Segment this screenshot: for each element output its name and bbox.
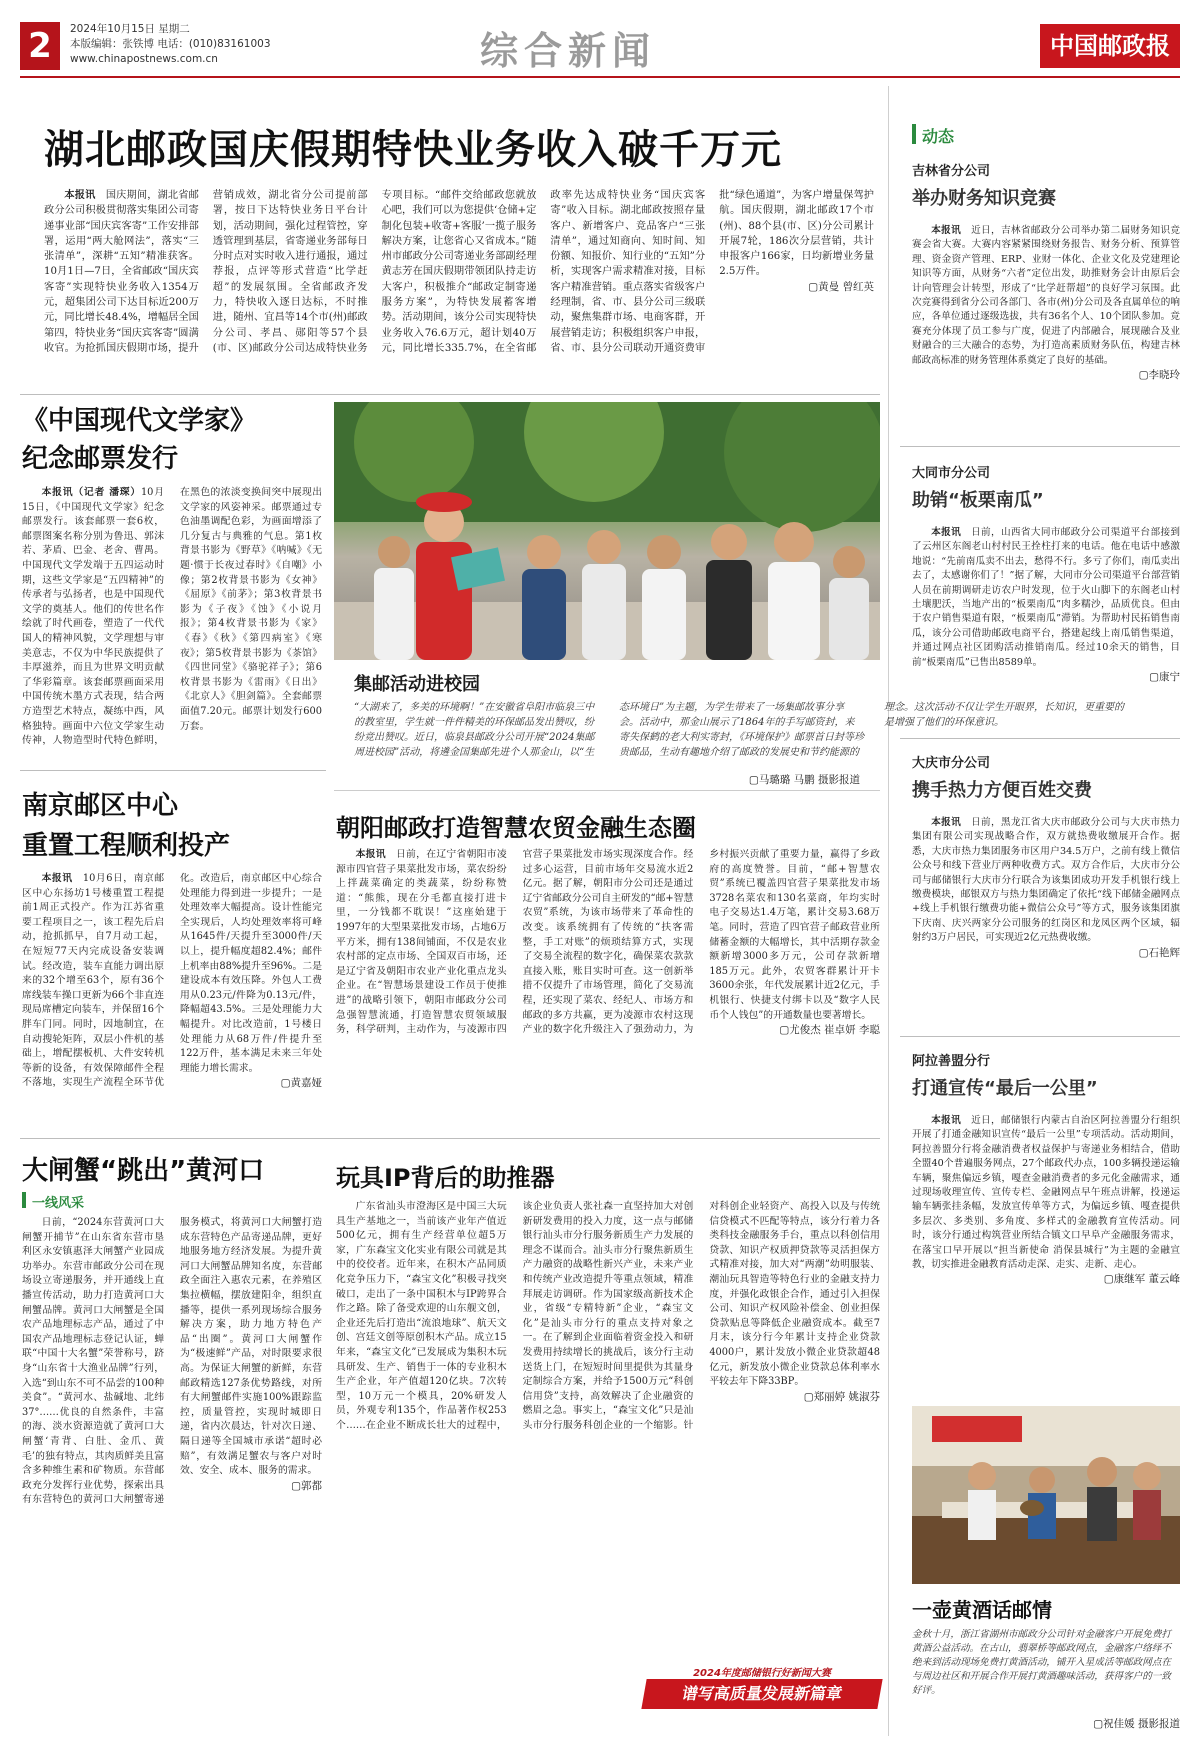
stamp-headline-line1: 《中国现代文学家》 <box>22 406 257 436</box>
photo-illustration <box>334 402 880 660</box>
chaoyang-article-text: 日前，在辽宁省朝阳市凌源市四官营子果菜批发市场，菜农纷纷上拌蔬菜确定的类蔬菜，纷纷称赞道：“熊熊，现在分毛都直接打进卡里，一分钱都不耽误！”这座始建于1997年的大型果菜批发市场，占地6万平方米，拥有138间铺面，不仅是农业农村部的定点市场、全国双百市场，还是辽宁省及朝阳市农业产业化重点龙头企业。在“智慧场景建设工作员于使推进”的战略引领下，朝阳市邮政分公司急强智慧流通，打造智慧农贸领域服务，科学研判，主动作为，与凌源市四官营子果菜批发市场实现深度合作。经过多心运营，目前市场年交易流水近2亿元。据了解，朝阳市分公司还是通过辽宁省邮政分公司自主研发的“邮+智慧农贸”系统，为该市场带来了革命性的改变。该系统拥有了传统的“扶客需整，手工对账”的烦琐结算方式，实现了交易全流程的数字化，确保菜农款款直接入账，账目实时可查。这一创新举措不仅提升了市场管理，简化了交易流程，还实现了菜农、经纪人、市场方和邮政的多方共赢，更为凌源市农村这现产业的数字化升级注入了强劲动力，为乡村振兴贡献了重要力量，赢得了乡政府的高度赞誉。目前，“邮+智慧农贸”系统已覆盖四官营子果菜批发市场3728名菜农和130名菜商，年均实时电子交易达1.4万笔，累计交易3.68万笔。同时，营造了四官营子邮政营业所储蓄金额的大幅增长，其中活期存款金额新增3000多万元，公司存款新增185万元。此外，农贸客群累计开卡3600余张，年代发展累计近2亿元，手机银行、快捷支付绑卡以及“数字人民币个人钱包”的开通数量也要著增长。 <box>336 849 880 1036</box>
sidebar-dateline: 本报讯 <box>931 817 962 828</box>
frontline-tag: 一线风采 <box>32 1196 85 1211</box>
nanjing-headline-line2: 重置工程顺利投产 <box>22 831 231 861</box>
rice-wine-photo <box>912 1406 1180 1584</box>
tag-marker <box>22 1192 26 1208</box>
rice-wine-headline: 一壶黄酒话邮情 <box>912 1598 1052 1622</box>
photo-caption-title: 集邮活动进校园 <box>354 674 480 695</box>
nanjing-headline-line1: 南京邮区中心 <box>22 791 179 821</box>
stamp-article-text: 10月15日，《中国现代文学家》纪念邮票发行。该套邮票一套6枚，邮票图案名称分别为鲁迅、郭沫若、茅盾、巴金、老舍、曹禺。中国现代文学发端于五四运动时期，这些文学家是“五四精神”的传承者与弘扬者，也是中国现代文学的奠基人。他们的传世名作绘就了时代画卷，塑造了一代代国人的精神风貌，文学理想与审美意志，不仅为中华民族提供了丰厚滋养，而且为世界文明贡献了华彩篇章。该套邮票画面采用中国传统木墨方式表现，结合两方造型艺术特点，凝练中西，风格独特。画面中六位文学家生动传神，人物造型时代特色鲜明，在黑色的浓淡变换间突中展现出文学家的风姿神采。邮票通过专色油墨调配色彩，为画面增添了几分复古与典雅的气息。第1枚背景书影为《野草》《呐喊》《无题·惯于长夜过春时》《自嘲》小像；第2枚背景书影为《女神》《屈原》《前茅》；第3枚背景书影为《子夜》《蚀》《小说月报》；第4枚背景书影为《家》《春》《秋》《第四病室》《寒夜》；第5枚背景书影为《茶馆》《四世同堂》《骆驼祥子》；第6枚背景书影为《雷雨》《日出》《北京人》《胆剑篇》。全套邮票面值7.20元。邮票计划发行600万套。 <box>22 487 322 747</box>
sidebar-headline: 举办财务知识竞赛 <box>912 188 1056 209</box>
chaoyang-headline: 朝阳邮政打造智慧农贸金融生态圈 <box>336 814 696 842</box>
lead-article-body: 本报讯 国庆期间，湖北省邮政分公司积极贯彻落实集团公司寄递事业部“国庆宾客寄”工作安排部署，运用“两大舱网法”，落实“三张清单”，深耕“五知”精准获客。10月1日—7日，全省邮政“国庆宾客寄”实现特快业务收入1354万元，超集团公司下达目标近200万元，同比增长48.4%，增幅居全国第四，特快业务“国庆宾客寄”圆满收官。为抢抓国庆假期市场，提升营销成效，湖北省分公司提前部署，按日下达特快业务日平台计划，活动期间，强化过程管控，穿透管理到基层，省寄递业务部每日分时点对实时收入进行通报，通过荐报，点评等形式营造“比学赶超”的发展氛围。全省邮政齐发力，特快收入逐日达标，不时推进，随州、宜昌等14个市(州)邮政分公司、孝昌、郧阳等57个县(市、区)邮政分公司达成特快业务专项目标。“邮件交给邮政您就放心吧，我们可以为您提供‘仓储+定制化包装+收寄+客服’一揽子服务解决方案，让您省心又省成本。”随州市邮政分公司寄递业务部副经理黄志芳在国庆假期带领团队持走访大客户，积极推介“邮政定制寄递服务方案”，为特快发展蓄客增势。活动期间，该分公司实现特快业务收入76.6万元，超计划40万元，同比增长335.7%，在全省邮政率先达成特快业务“国庆宾客寄”收入目标。湖北邮政按照存量客户、新增客户、竞品客户“三张清单”，通过知商向、知时间、知份额、知报价、知行业的“五知”分析，实现客户需求精准对接，目标客户精准营销。重点落实省级客户经理制，省、市、县分公司三级联动，聚焦集群市场、电商客群，开展营销走访；积极组织客户申报，省、市、县分公司联动开通资费审批“绿色通道”，为客户增量保驾护航。国庆假期，湖北邮政17个市(州)、88个县(市、区)分公司累计开展7轮，186次分层营销，共计申报客户166家，日均新增业务量2.5万件。 ▢黄曼 曾红英 <box>44 190 874 354</box>
divider <box>900 1036 1180 1037</box>
sidebar-byline: 康宁 <box>1159 671 1180 684</box>
sidebar-branch: 大庆市分公司 <box>912 756 991 771</box>
divider <box>900 738 1180 739</box>
sidebar-byline: 李晓玲 <box>1148 369 1180 382</box>
stamp-article-body <box>22 486 322 754</box>
sidebar-article-text: 日前，黑龙江省大庆市邮政分公司与大庆市热力集团有限公司实现战略合作，双方就热费收缴展开合作。据悉，大庆市热力集团服务市区用户34.5万户，之前有线上微信公众号和线下营业厅两种收费方式。双方合作后，大庆市分公司与邮储银行大庆市分行联合为该集团成功开发手机银行线上缴费模块，邮银双方与热力集团确定了依托“线下邮储金融网点+线上手机银行缴费功能+微信公众号”等方式，服务该集团旗下庆南、庆兴两家分公司服务的红岗区和龙凤区两个区域，辐射约3万户居民，可实现近2亿元热费收缴。 <box>912 817 1180 944</box>
sidebar-dateline: 本报讯 <box>931 1115 962 1126</box>
lead-article-text: 国庆期间，湖北省邮政分公司积极贯彻落实集团公司寄递事业部“国庆宾客寄”工作安排部署，运用“两大舱网法”，落实“三张清单”，深耕“五知”精准获客。10月1日—7日，全省邮政“国庆宾客寄”实现特快业务收入1354万元，超集团公司下达目标近200万元，同比增长48.4%，增幅居全国第四，特快业务“国庆宾客寄”圆满收官。为抢抓国庆假期市场，提升营销成效，湖北省分公司提前部署，按日下达特快业务日平台计划，活动期间，强化过程管控，穿透管理到基层，省寄递业务部每日分时点对实时收入进行通报，通过荐报，点评等形式营造“比学赶超”的发展氛围。全省邮政齐发力，特快收入逐日达标，不时推进，随州、宜昌等14个市(州)邮政分公司、孝昌、郧阳等57个县(市、区)邮政分公司达成特快业务专项目标。“邮件交给邮政您就放心吧，我们可以为您提供‘仓储+定制化包装+收寄+客服’一揽子服务解决方案，让您省心又省成本。”随州市邮政分公司寄递业务部副经理黄志芳在国庆假期带领团队持走访大客户，积极推介“邮政定制寄递服务方案”，为特快发展蓄客增势。活动期间，该分公司实现特快业务收入76.6万元，超计划40万元，同比增长335.7%，在全省邮政率先达成特快业务“国庆宾客寄”收入目标。湖北邮政按照存量客户、新增客户、竞品客户“三张清单”，通过知商向、知时间、知份额、知报价、知行业的“五知”分析，实现客户需求精准对接，目标客户精准营销。重点落实省级客户经理制，省、市、县分公司三级联动，聚焦集群市场、电商客群，开展营销走访；积极组织客户申报，省、市、县分公司联动开通资费审批“绿色通道”，为客户增量保驾护航。国庆假期，湖北邮政17个市(州)、88个县(市、区)分公司累计开展7轮，186次分层营销，共计申报客户166家，日均新增业务量2.5万件。 <box>44 190 874 354</box>
divider <box>20 1138 880 1139</box>
stamp-dateline: 本报讯（记者 潘琛） <box>41 487 141 498</box>
sidebar-branch: 大同市分公司 <box>912 466 991 481</box>
crab-article-body: 日前，“2024东营黄河口大闸蟹开捕节”在山东省东营市垦利区永安镇惠泽大闸蟹产业园成功举办。东营市邮政分公司在现场设立寄递服务，并开通线上直播宣传活动，助力打造黄河口大闸蟹品牌。黄河口大闸蟹是全国农产品地理标志产品，通过了中国农产品地理标志登记认证，蝉联“中国十大名蟹”荣誉称号，跻身“山东省十大渔业品牌”行列，入选“到山东不可不品尝的100种美食”。“黄河水、盐碱地、北纬37°……优良的自然条件，丰富的海、淡水资源造就了黄河口大闸蟹‘青背、白肚、金爪、黄毛’的独有特点，其肉质鲜美且富含多种维生素和矿物质。东营邮政充分发挥行业优势，探索出具有东营特色的黄河口大闸蟹寄递服务模式，将黄河口大闸蟹打造成东营特色产品寄递品牌，更好地服务地方经济发展。为提升黄河口大闸蟹品牌知名度，东营邮政全面注入惠农元素，在养殖区集拉横幅，摆放建阳伞，组织直播等，提供一系列现场综合服务解决方案，助力地方特色产品“出圈”。黄河口大闸蟹作为“极速鲜”产品，对时限要求很高。为保证大闸蟹的新鲜，东营邮政精选127条优势路线，对所有大闸蟹邮件实施100%跟踪监控，质量管控，实现时城即日递，省内次晨达，针对次日递、隔日递等全国城市承诺“超时必赔”，有效满足蟹农与客户对时效、安全、成本、服务的需求。 ▢郭都 <box>22 1217 322 1506</box>
rice-wine-caption-text: 金秋十月，浙江省湖州市邮政分公司针对金融客户开展免费打黄酒公益活动。在古山，翡翠桥等邮政网点，金融客户络绎不绝来到活动现场免费打黄酒活动，铺开入星成活等邮政网点在与周边社区和开展合作开展打黄酒趣味活动，获得客户的一致好评。 <box>912 1629 1172 1696</box>
toy-article-text: 广东省汕头市澄海区是中国三大玩具生产基地之一，当前该产业年产值近500亿元，拥有生产经营单位超5万家，广东森宝文化实业有限公司就是其中的佼佼者。近年来，在积木产品同质化竞争压力下，“森宝文化”积极寻找突破口，走出了一条中国积木与IP跨界合作之路。除了备受欢迎的山东舰文创，企业还先后打造出“流浪地球”、航天文创、宫廷文创等原创积木产品。成立15年来，“森宝文化”已发展成为集积木玩具研发、生产、销售于一体的专业积木生产企业，年产值超120亿块。7次转型，10万元一个模具，20%研发人员，外观专利135个，作品著作权253个……在企业不断成长壮大的过程中，该企业负责人张社森一直坚持加大对创新研发费用的投入力度，这一点与邮储银行汕头市分行服务新质生产力发展的理念不谋而合。汕头市分行聚焦新质生产力融资的战略性新兴产业，未来产业和传统产业改造提升等重点领域，精准拜展走访调研。作为国家级高新技术企业，省级“专精特新”企业，“森宝文化”是汕头市分行的重点支持对象之一。在了解到企业面临着资金投入和研发费用持续增长的挑战后，该分行主动送货上门，在短短时间里提供为其量身定制综合方案，并给予1500万元“科创信用贷”支持，高效解决了企业融资的燃眉之急。事实上，“森宝文化”只是汕头市分行服务科创企业的一个缩影。针对科创企业轻资产、高投入以及与传统信贷模式不匹配等特点，该分行着力各类科技金融服务手台，重点以科创信用贷款、知识产权质押贷款等灵活担保方式精准对接，加大对“两潮”幼明服装、潮汕玩具智造等特色行业的金融支持力度，并强化政银企合作，通过引入担保公司、知识产权风险补偿金、创业担保贷款贴息等降低企业融资成本。截至7月末，该分行今年累计支持企业贷款4000户，累计发放小微企业贷款超48亿元，新发放小微企业贷款总体利率水平较去年下降33BP。 <box>336 1201 880 1431</box>
sidebar-article-text: 近日，吉林省邮政分公司举办第二届财务知识竞赛会省大赛。大赛内容紧紧围绕财务报告、财务分析、预算管理、资金资产管理、ERP、业财一体化、企业文化及党建理论知识等方面，从财务“六者”定位出发，助推财务会计由原后会计向管理会计转型，形成了“比学赶帮超”的良好学习氛围。此次竞赛得到省分公司各部门、各市(州)分公司及各直属单位的响应，各单位通过逐级选拔，共有36名个人、10个团队参加。竞赛充分体现了员工参与广度，促进了内部融合，展现融合及业财融合的三大融合的态势，为打造高素质财务队伍，构建吉林邮政高标准的财务管理体系奠定了良好的基础。 <box>912 225 1180 366</box>
contest-banner-title: 2024年度邮储银行好新闻大赛 <box>644 1664 880 1679</box>
nanjing-dateline: 本报讯 <box>41 873 73 884</box>
sidebar-dateline: 本报讯 <box>931 527 962 538</box>
crab-article-text: 日前，“2024东营黄河口大闸蟹开捕节”在山东省东营市垦利区永安镇惠泽大闸蟹产业园成功举办。东营市邮政分公司在现场设立寄递服务，并开通线上直播宣传活动，助力打造黄河口大闸蟹品牌。黄河口大闸蟹是全国农产品地理标志产品，通过了中国农产品地理标志登记认证，蝉联“中国十大名蟹”荣誉称号，跻身“山东省十大渔业品牌”行列，入选“到山东不可不品尝的100种美食”。“黄河水、盐碱地、北纬37°……优良的自然条件，丰富的海、淡水资源造就了黄河口大闸蟹‘青背、白肚、金爪、黄毛’的独有特点，其肉质鲜美且富含多种维生素和矿物质。东营邮政充分发挥行业优势，探索出具有东营特色的黄河口大闸蟹寄递服务模式，将黄河口大闸蟹打造成东营特色产品寄递品牌，更好地服务地方经济发展。为提升黄河口大闸蟹品牌知名度，东营邮政全面注入惠农元素，在养殖区集拉横幅，摆放建阳伞，组织直播等，提供一系列现场综合服务解决方案，助力地方特色产品“出圈”。黄河口大闸蟹作为“极速鲜”产品，对时限要求很高。为保证大闸蟹的新鲜，东营邮政精选127条优势路线，对所有大闸蟹邮件实施100%跟踪监控，质量管控，实现时城即日递，省内次晨达，针对次日递、隔日递等全国城市承诺“超时必赔”，有效满足蟹农与客户对时效、安全、成本、服务的需求。 <box>22 1217 322 1506</box>
header-meta <box>70 22 271 67</box>
nanjing-article-text: 10月6日，南京邮区中心东扬坊1号楼重置工程提前1周正式投产。作为江苏省重要工程项目之一，该工程先后启动，抢抓抓早，自7月动工起，在短短77天内完成设备安装调试。经改造，装车直能力调出原来的32个增至63个，原有36个席线装车操口更新为66个非直连现局席槽定向装车，并保留16个胖车门同。同时，因地制宜，在自动搜轮矩阵，双层小件机的基础上，增配摆板机、大件安转机等新的设备，有效保障邮件全程不落地，实现生产流程全环节优化。改造后，南京邮区中心综合处理能力得到进一步提升；一是处理效率大幅提高。设计性能完全实现后，人均处理效率将可峰从1645件/天提升至3000件/天以上，提升幅度超82.4%；邮件上机率由88%提升至96%。二是建设成本有效压降。外包人工费用从0.23元/件降为0.13元/件，降幅超43.5%。三是处理能力大幅提升。对比改造前，1号楼日处理能力从68万件/件提升至122万件，基本满足未来三年处理能力增长需求。 <box>22 873 322 1089</box>
rice-wine-caption <box>912 1628 1180 1714</box>
nanjing-headline <box>22 786 322 866</box>
toy-article-body: 广东省汕头市澄海区是中国三大玩具生产基地之一，当前该产业年产值近500亿元，拥有生产经营单位超5万家，广东森宝文化实业有限公司就是其中的佼佼者。近年来，在积木产品同质化竞争压力下，“森宝文化”积极寻找突破口，走出了一条中国积木与IP跨界合作之路。除了备受欢迎的山东舰文创，企业还先后打造出“流浪地球”、航天文创、宫廷文创等原创积木产品。成立15年来，“森宝文化”已发展成为集积木玩具研发、生产、销售于一体的专业积木生产企业，年产值超120亿块。7次转型，10万元一个模具，20%研发人员，外观专利135个，作品著作权253个……在企业不断成长壮大的过程中，该企业负责人张社森一直坚持加大对创新研发费用的投入力度，这一点与邮储银行汕头市分行服务新质生产力发展的理念不谋而合。汕头市分行聚焦新质生产力融资的战略性新兴产业，未来产业和传统产业改造提升等重点领域，精准拜展走访调研。作为国家级高新技术企业，省级“专精特新”企业，“森宝文化”是汕头市分行的重点支持对象之一。在了解到企业面临着资金投入和研发费用持续增长的挑战后，该分行主动送货上门，在短短时间里提供为其量身定制综合方案，并给予1500万元“科创信用贷”支持，高效解决了企业融资的燃眉之急。事实上，“森宝文化”只是汕头市分行服务科创企业的一个缩影。针对科创企业轻资产、高投入以及与传统信贷模式不匹配等特点，该分行着力各类科技金融服务手台，重点以科创信用贷款、知识产权质押贷款等灵活担保方式精准对接，加大对“两潮”幼明服装、潮汕玩具智造等特色行业的金融支持力度，并强化政银企合作，通过引入担保公司、知识产权风险补偿金、创业担保贷款贴息等降低企业融资成本。截至7月末，该分行今年累计支持企业贷款4000户，累计发放小微企业贷款超48亿元，新发放小微企业贷款总体利率水平较去年下降33BP。 ▢郑丽婷 姚淑芬 <box>336 1201 880 1431</box>
lead-byline: 黄曼 曾红英 <box>818 280 874 293</box>
chaoyang-byline: 尤俊杰 崔卓妍 李聪 <box>789 1024 880 1037</box>
lead-headline: 湖北邮政国庆假期特快业务收入破千万元 <box>44 127 782 173</box>
photo-illustration <box>912 1406 1180 1584</box>
rice-wine-byline: ▢祝佳媛 摄影报道 <box>1093 1718 1180 1730</box>
sidebar-article-body: 本报讯 日前，黑龙江省大庆市邮政分公司与大庆市热力集团有限公司实现战略合作，双方就热费收缴展开合作。据悉，大庆市热力集团服务市区用户34.5万户，之前有线上微信公众号和线下营业厅两种收费方式。双方合作后，大庆市分公司与邮储银行大庆市分行联合为该集团成功开发手机银行线上缴费模块，邮银双方与热力集团确定了依托“线下邮储金融网点+线上手机银行缴费功能+微信公众号”等方式，服务该集团旗下庆南、庆兴两家分公司服务的红岗区和龙凤区两个区域，辐射约3万户居民，可实现近2亿元热费收缴。 ▢石艳辉 <box>912 817 1180 959</box>
column-divider <box>888 86 889 1736</box>
contest-banner-slogan: 谱写高质量发展新篇章 <box>641 1679 882 1709</box>
sidebar-branch: 阿拉善盟分行 <box>912 1054 991 1069</box>
divider <box>20 770 326 771</box>
sidebar-branch: 吉林省分公司 <box>912 164 991 179</box>
section-title: 综合新闻 <box>480 28 657 73</box>
sidebar-headline: 助销“板栗南瓜” <box>912 490 1044 511</box>
toy-byline: 郑丽婷 姚淑芬 <box>813 1390 880 1403</box>
rice-wine-byline-text: 祝佳媛 摄影报道 <box>1103 1718 1180 1730</box>
stamp-headline-line2: 纪念邮票发行 <box>22 444 179 474</box>
sidebar-headline: 打通宣传“最后一公里” <box>912 1078 1098 1099</box>
crab-byline: 郭都 <box>301 1479 322 1492</box>
page-number: 2 <box>20 22 60 70</box>
sidebar-tag-marker <box>912 124 916 144</box>
lead-dateline: 本报讯 <box>64 190 96 201</box>
photo-byline: ▢马璐璐 马鹏 摄影报道 <box>748 774 860 786</box>
editor-line: 本版编辑：张铁博 电话：(010)83161003 <box>70 38 271 50</box>
toy-headline: 玩具IP背后的助推器 <box>336 1164 555 1192</box>
sidebar-article-text: 日前，山西省大同市邮政分公司渠道平台部接到了云州区东阁老山村村民王拴柱打来的电话。他在电话中感激地说：“先前南瓜卖不出去，愁得不行。多亏了你们，南瓜卖出去了，太感谢你们了！”据了解，大同市分公司渠道平台部营销人员在前期调研走访农户时发现，位于火山脚下的东阁老山村土壤肥沃，当地产出的“板栗南瓜”肉多糯沙，品质优良。但由于农户销售渠道有限，“板栗南瓜”滞销。为帮助村民拓销售南瓜，该分公司借助邮政电商平台，搭建起线上南瓜销售渠道，并通过网点社区团购活动推销南瓜。经过10余天的销售，目前“板栗南瓜”已售出8589单。 <box>912 527 1180 668</box>
sidebar-article-body: 本报讯 日前，山西省大同市邮政分公司渠道平台部接到了云州区东阁老山村村民王拴柱打来的电话。他在电话中感激地说：“先前南瓜卖不出去，愁得不行。多亏了你们，南瓜卖出去了，太感谢你们了！”据了解，大同市分公司渠道平台部营销人员在前期调研走访农户时发现，位于火山脚下的东阁老山村土壤肥沃，当地产出的“板栗南瓜”肉多糯沙，品质优良。但由于农户销售渠道有限，“板栗南瓜”滞销。为帮助村民拓销售南瓜，该分公司借助邮政电商平台，搭建起线上南瓜销售渠道，并通过网点社区团购活动推销南瓜。经过10余天的销售，目前“板栗南瓜”已售出8589单。 ▢康宁 <box>912 527 1180 684</box>
nanjing-byline: 黄嘉娅 <box>290 1077 322 1090</box>
photo-byline-text: 马璐璐 马鹏 摄影报道 <box>758 774 860 786</box>
sidebar-article-text: 近日，邮储银行内蒙古自治区阿拉善盟分行组织开展了打通金融知识宣传“最后一公里”专项活动。活动期间，阿拉善盟分行将金融消费者权益保护与寄递业务相结合，借助全盟40个普遍服务网点，27个邮政代办点，100多辆投递运输车辆，聚焦偏远乡镇，嘎查金融消费者的多元化金融需求，通过现场收理宣传、宣传专栏、金融网点早午班点讲解，投递运输车辆张挂条幅，发放宣传单等方式，为偏远乡镇、嘎查提供多层次、多类别、多角度、多样式的金融教育宣传活动。同时，该分行通过构筑营业所结合镇文口早阜产金融服务需求，在落宝口早开展以“担当新使命 消保县城行”为主题的金融宣教，切实推进金融教育活动走深、走实、走新、走心。 <box>912 1115 1180 1271</box>
newspaper-logo: 中国邮政报 <box>1040 24 1180 68</box>
date-line: 2024年10月15日 星期二 <box>70 23 190 35</box>
sidebar-byline: 康继军 董云峰 <box>1113 1273 1180 1286</box>
crab-headline: 大闸蟹“跳出”黄河口 <box>22 1156 265 1186</box>
chaoyang-article-body: 本报讯 日前，在辽宁省朝阳市凌源市四官营子果菜批发市场，菜农纷纷上拌蔬菜确定的类蔬菜，纷纷称赞道：“熊熊，现在分毛都直接打进卡里，一分钱都不耽误！”这座始建于1997年的大型果菜批发市场，占地6万平方米，拥有138间铺面，不仅是农业农村部的定点市场、全国双百市场，还是辽宁省及朝阳市农业产业化重点龙头企业。在“智慧场景建设工作员于使推进”的战略引领下，朝阳市邮政分公司急强智慧流通，打造智慧农贸领域服务，科学研判，主动作为，与凌源市四官营子果菜批发市场实现深度合作。经过多心运营，目前市场年交易流水近2亿元。据了解，朝阳市分公司还是通过辽宁省邮政分公司自主研发的“邮+智慧农贸”系统，为该市场带来了革命性的改变。该系统拥有了传统的“扶客需整，手工对账”的烦琐结算方式，实现了交易全流程的数字化，确保菜农款款直接入账，账目实时可查。这一创新举措不仅提升了市场管理，简化了交易流程，还实现了菜农、经纪人、市场方和邮政的多方共赢，更为凌源市农村这现产业的数字化升级注入了强劲动力，为乡村振兴贡献了重要力量，赢得了乡政府的高度赞誉。目前，“邮+智慧农贸”系统已覆盖四官营子果菜批发市场3728名菜农和130名菜商，年均实时电子交易达1.4万笔，累计交易3.68万笔。同时，营造了四官营子邮政营业所储蓄金额的大幅增长，其中活期存款金额新增3000多万元，公司存款新增185万元。此外，农贸客群累计开卡3600余张，年代发展累计近2亿元，手机银行、快捷支付绑卡以及“数字人民币个人钱包”的开通数量也要著增长。 ▢尤俊杰 崔卓妍 李聪 <box>336 849 880 1037</box>
sidebar-headline: 携手热力方便百姓交费 <box>912 780 1092 801</box>
sidebar-article-body: 本报讯 近日，吉林省邮政分公司举办第二届财务知识竞赛会省大赛。大赛内容紧紧围绕财务报告、财务分析、预算管理、资金资产管理、ERP、业财一体化、企业文化及党建理论知识等方面，从财务“六者”定位出发，助推财务会计由原后会计向管理会计转型，形成了“比学赶帮超”的良好学习氛围。此次竞赛得到省分公司各部门、各市(州)分公司及各直属单位的响应，各单位通过逐级选拔，共有36名个人、10个团队参加。竞赛充分体现了员工参与广度，促进了内部融合，展现融合及业财融合的三大融合的态势，为打造高素质财务队伍，构建吉林邮政高标准的财务管理体系奠定了良好的基础。 ▢李晓玲 <box>912 225 1180 382</box>
stamp-headline <box>22 402 322 478</box>
nanjing-article-body: 本报讯 10月6日，南京邮区中心东扬坊1号楼重置工程提前1周正式投产。作为江苏省重要工程项目之一，该工程先后启动，抢抓抓早，自7月动工起，在短短77天内完成设备安装调试。经改造，装车直能力调出原来的32个增至63个，原有36个席线装车操口更新为66个非直连现局席槽定向装车，并保留16个胖车门同。同时，因地制宜，在自动搜轮矩阵，双层小件机的基础上，增配摆板机、大件安转机等新的设备，有效保障邮件全程不落地，实现生产流程全环节优化。改造后，南京邮区中心综合处理能力得到进一步提升；一是处理效率大幅提高。设计性能完全实现后，人均处理效率将可峰从1645件/天提升至3000件/天以上，提升幅度超82.4%；邮件上机率由88%提升至96%。二是建设成本有效压降。外包人工费用从0.23元/件降为0.13元/件，降幅超43.5%。三是处理能力大幅提升。对比改造前，1号楼日处理能力从68万件/件提升至122万件，基本满足未来三年处理能力增长需求。 ▢黄嘉娅 <box>22 873 322 1090</box>
contest-banner <box>644 1664 880 1712</box>
sidebar-dateline: 本报讯 <box>931 225 962 236</box>
photo-caption-body: “大湖来了，多美的环境啊！”在安徽省阜阳市临泉三中的教室里，学生就一件件精美的环保邮品发出赞叹，纷纷竞出赞叹。近日，临泉县邮政分公司开展“2024集邮周进校园”活动，将遴金国集邮先进个人那金山，以“生态环境日”为主题，为学生带来了一场集邮故事分享会。活动中，那金山展示了1864年的手写邮资封，来寄失保鹤的老大利实寄封，《环境保护》邮票首日封等珍贵邮品，生动有趣地介绍了邮政的发展史和节约能源的理念。这次活动不仅让学生开眼界，长知识，更重要的是增强了他们的环保意识。 <box>354 702 1124 758</box>
sidebar-byline: 石艳辉 <box>1148 946 1180 959</box>
divider <box>20 394 880 395</box>
chaoyang-dateline: 本报讯 <box>355 849 386 860</box>
website-link[interactable]: www.chinapostnews.com.cn <box>70 53 218 65</box>
sidebar-label: 动态 <box>922 127 955 146</box>
sidebar-article-body: 本报讯 近日，邮储银行内蒙古自治区阿拉善盟分行组织开展了打通金融知识宣传“最后一公里”专项活动。活动期间，阿拉善盟分行将金融消费者权益保护与寄递业务相结合，借助全盟40个普遍服务网点，27个邮政代办点，100多辆投递运输车辆，聚焦偏远乡镇，嘎查金融消费者的多元化金融需求，通过现场收理宣传、宣传专栏、金融网点早午班点讲解，投递运输车辆张挂条幅，发放宣传单等方式，为偏远乡镇、嘎查提供多层次、多类别、多角度、多样式的金融教育宣传活动。同时，该分行通过构筑营业所结合镇文口早阜产金融服务需求，在落宝口早开展以“担当新使命 消保县城行”为主题的金融宣教，切实推进金融教育活动走深、走实、走新、走心。 ▢康继军 董云峰 <box>912 1115 1180 1286</box>
campus-event-photo <box>334 402 880 660</box>
divider <box>900 446 1180 447</box>
